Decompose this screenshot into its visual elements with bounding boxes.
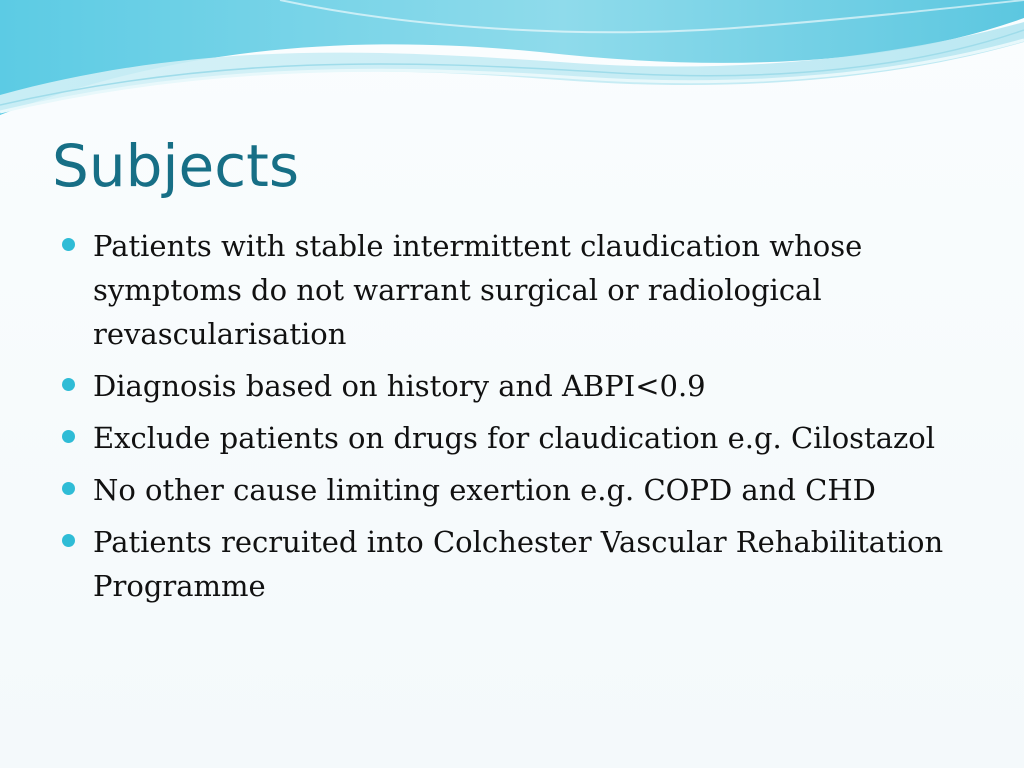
bullet-dot-icon bbox=[62, 238, 75, 251]
bullet-text: No other cause limiting exertion e.g. COPD and CHD bbox=[93, 473, 876, 507]
header-wave-decoration bbox=[0, 0, 1024, 125]
slide-title: Subjects bbox=[52, 132, 300, 200]
bullet-text: Patients with stable intermittent claudication whose symptoms do not warrant surgical or radiological revascularisation bbox=[93, 229, 863, 351]
bullet-text: Exclude patients on drugs for claudication e.g. Cilostazol bbox=[93, 421, 935, 455]
bullet-item bbox=[62, 416, 962, 460]
bullet-item bbox=[62, 224, 962, 356]
bullet-dot-icon bbox=[62, 482, 75, 495]
bullet-text: Diagnosis based on history and ABPI<0.9 bbox=[93, 369, 706, 403]
bullet-list bbox=[62, 224, 962, 616]
bullet-dot-icon bbox=[62, 430, 75, 443]
bullet-text: Patients recruited into Colchester Vascular Rehabilitation Programme bbox=[93, 525, 944, 603]
bullet-item bbox=[62, 468, 962, 512]
bullet-item bbox=[62, 364, 962, 408]
bullet-dot-icon bbox=[62, 378, 75, 391]
bullet-item bbox=[62, 520, 962, 608]
bullet-dot-icon bbox=[62, 534, 75, 547]
